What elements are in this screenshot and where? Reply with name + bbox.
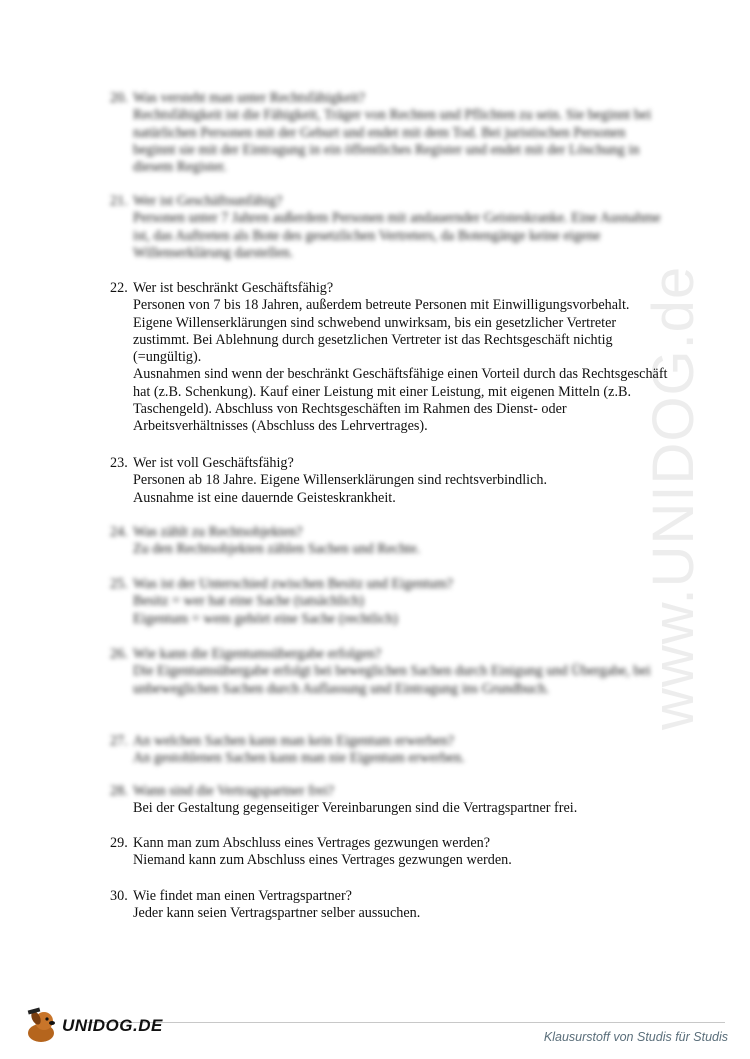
question-20-block xyxy=(110,90,670,176)
question-text: Was zählt zu Rechtsobjekten? xyxy=(133,524,303,540)
footer-tagline: Klausurstoff von Studis für Studis xyxy=(543,1030,728,1044)
question-number: 28. xyxy=(110,783,128,799)
question-text: Was versteht man unter Rechtsfähigkeit? xyxy=(133,90,366,106)
question-23-block xyxy=(110,455,670,507)
watermark: www.UNIDOG.de xyxy=(641,265,706,730)
question-number: 20. xyxy=(110,90,128,106)
question-number: 25. xyxy=(110,576,128,592)
question-number: 21. xyxy=(110,193,128,209)
question-22-block xyxy=(110,280,670,436)
unidog-logo xyxy=(22,1004,163,1048)
question-text: Was ist der Unterschied zwischen Besitz und Eigentum? xyxy=(133,576,453,592)
question-text: Wer ist Geschäftsunfähig? xyxy=(133,193,283,209)
question-27-block xyxy=(110,733,670,768)
question-text: Wer ist beschränkt Geschäftsfähig? xyxy=(133,280,334,296)
question-25-block xyxy=(110,576,670,628)
answer-text: Zu den Rechtsobjekten zählen Sachen und Rechte. xyxy=(133,541,421,558)
question-text: Kann man zum Abschluss eines Vertrages gezwungen werden? xyxy=(133,835,491,851)
question-number: 24. xyxy=(110,524,128,540)
question-number: 22. xyxy=(110,280,128,296)
answer-text: Besitz = wer hat eine Sache (tatsächlich) xyxy=(133,593,364,610)
logo-text: UNIDOG.DE xyxy=(62,1016,163,1035)
footer-divider xyxy=(85,1022,725,1023)
question-text: An welchen Sachen kann man kein Eigentum erwerben? xyxy=(133,733,455,749)
question-text: Wer ist voll Geschäftsfähig? xyxy=(133,455,294,471)
answer-text: Bei der Gestaltung gegenseitiger Vereinbarungen sind die Vertragspartner frei. xyxy=(133,800,578,817)
answer-text-continued: Ausnahmen sind wenn der beschränkt Geschäftsfähige einen Vorteil durch das Rechtsgeschäft hat (z.B. Schenkung). Kauf einer Leistung mit einer Leistung, mit eigenen Mitteln (z.B. Taschengeld). Abschluss von Rechtsgeschäften im Rahmen des Dienst- oder Arbeitsverhältnisses (Abschluss des Lehrvertrages). xyxy=(133,366,668,435)
answer-text: Rechtsfähigkeit ist die Fähigkeit, Träger von Rechten und Pflichten zu sein. Sie beginnt bei natürlichen Personen mit der Geburt und endet mit dem Tod. Bei juristischen Personen beginnt sie mit der Eintragung in ein öffentliches Register und endet mit der Löschung in diesem Register. xyxy=(133,107,652,176)
answer-text: An gestohlenen Sachen kann man nie Eigentum erwerben. xyxy=(133,750,465,767)
question-text: Wann sind die Vertragspartner frei? xyxy=(133,783,335,799)
question-number: 23. xyxy=(110,455,128,471)
answer-text-continued: Ausnahme ist eine dauernde Geisteskrankheit. xyxy=(133,489,396,506)
question-text: Wie kann die Eigentumsübergabe erfolgen? xyxy=(133,646,382,662)
question-26-block xyxy=(110,646,670,698)
answer-text: Personen ab 18 Jahre. Eigene Willenserklärungen sind rechtsverbindlich. xyxy=(133,472,548,489)
question-30-block xyxy=(110,888,670,923)
answer-text: Personen von 7 bis 18 Jahren, außerdem betreute Personen mit Einwilligungsvorbehalt. Eigene Willenserklärungen sind schwebend unwirksam, bis ein gesetzlicher Vertreter zustimmt. Bei Ablehnung durch gesetzlichen Vertreter ist das Rechtsgeschäft nichtig (=ungültig). xyxy=(133,297,630,366)
answer-text-continued: Eigentum = wem gehört eine Sache (rechtlich) xyxy=(133,610,398,627)
question-24-block xyxy=(110,524,670,559)
question-number: 29. xyxy=(110,835,128,851)
question-28-block xyxy=(110,783,670,818)
question-number: 30. xyxy=(110,888,128,904)
question-number: 27. xyxy=(110,733,128,749)
question-29-block xyxy=(110,835,670,870)
question-number: 26. xyxy=(110,646,128,662)
answer-text: Personen unter 7 Jahren außerdem Personen mit andauernder Geisteskranke. Eine Ausnahme ist, das Auftreten als Bote des gesetzlichen Vertreters, da Botengänge keine eigene Willenserklärung darstellen. xyxy=(133,210,661,261)
question-21-block xyxy=(110,193,670,262)
question-text: Wie findet man einen Vertragspartner? xyxy=(133,888,352,904)
answer-text: Jeder kann seien Vertragspartner selber aussuchen. xyxy=(133,905,421,922)
answer-text: Die Eigentumsübergabe erfolgt bei beweglichen Sachen durch Einigung und Übergabe, bei unbeweglichen Sachen durch Auflassung und Eintragung ins Grundbuch. xyxy=(133,663,651,697)
answer-text: Niemand kann zum Abschluss eines Vertrages gezwungen werden. xyxy=(133,852,512,869)
dog-mascot-icon xyxy=(22,1006,60,1046)
